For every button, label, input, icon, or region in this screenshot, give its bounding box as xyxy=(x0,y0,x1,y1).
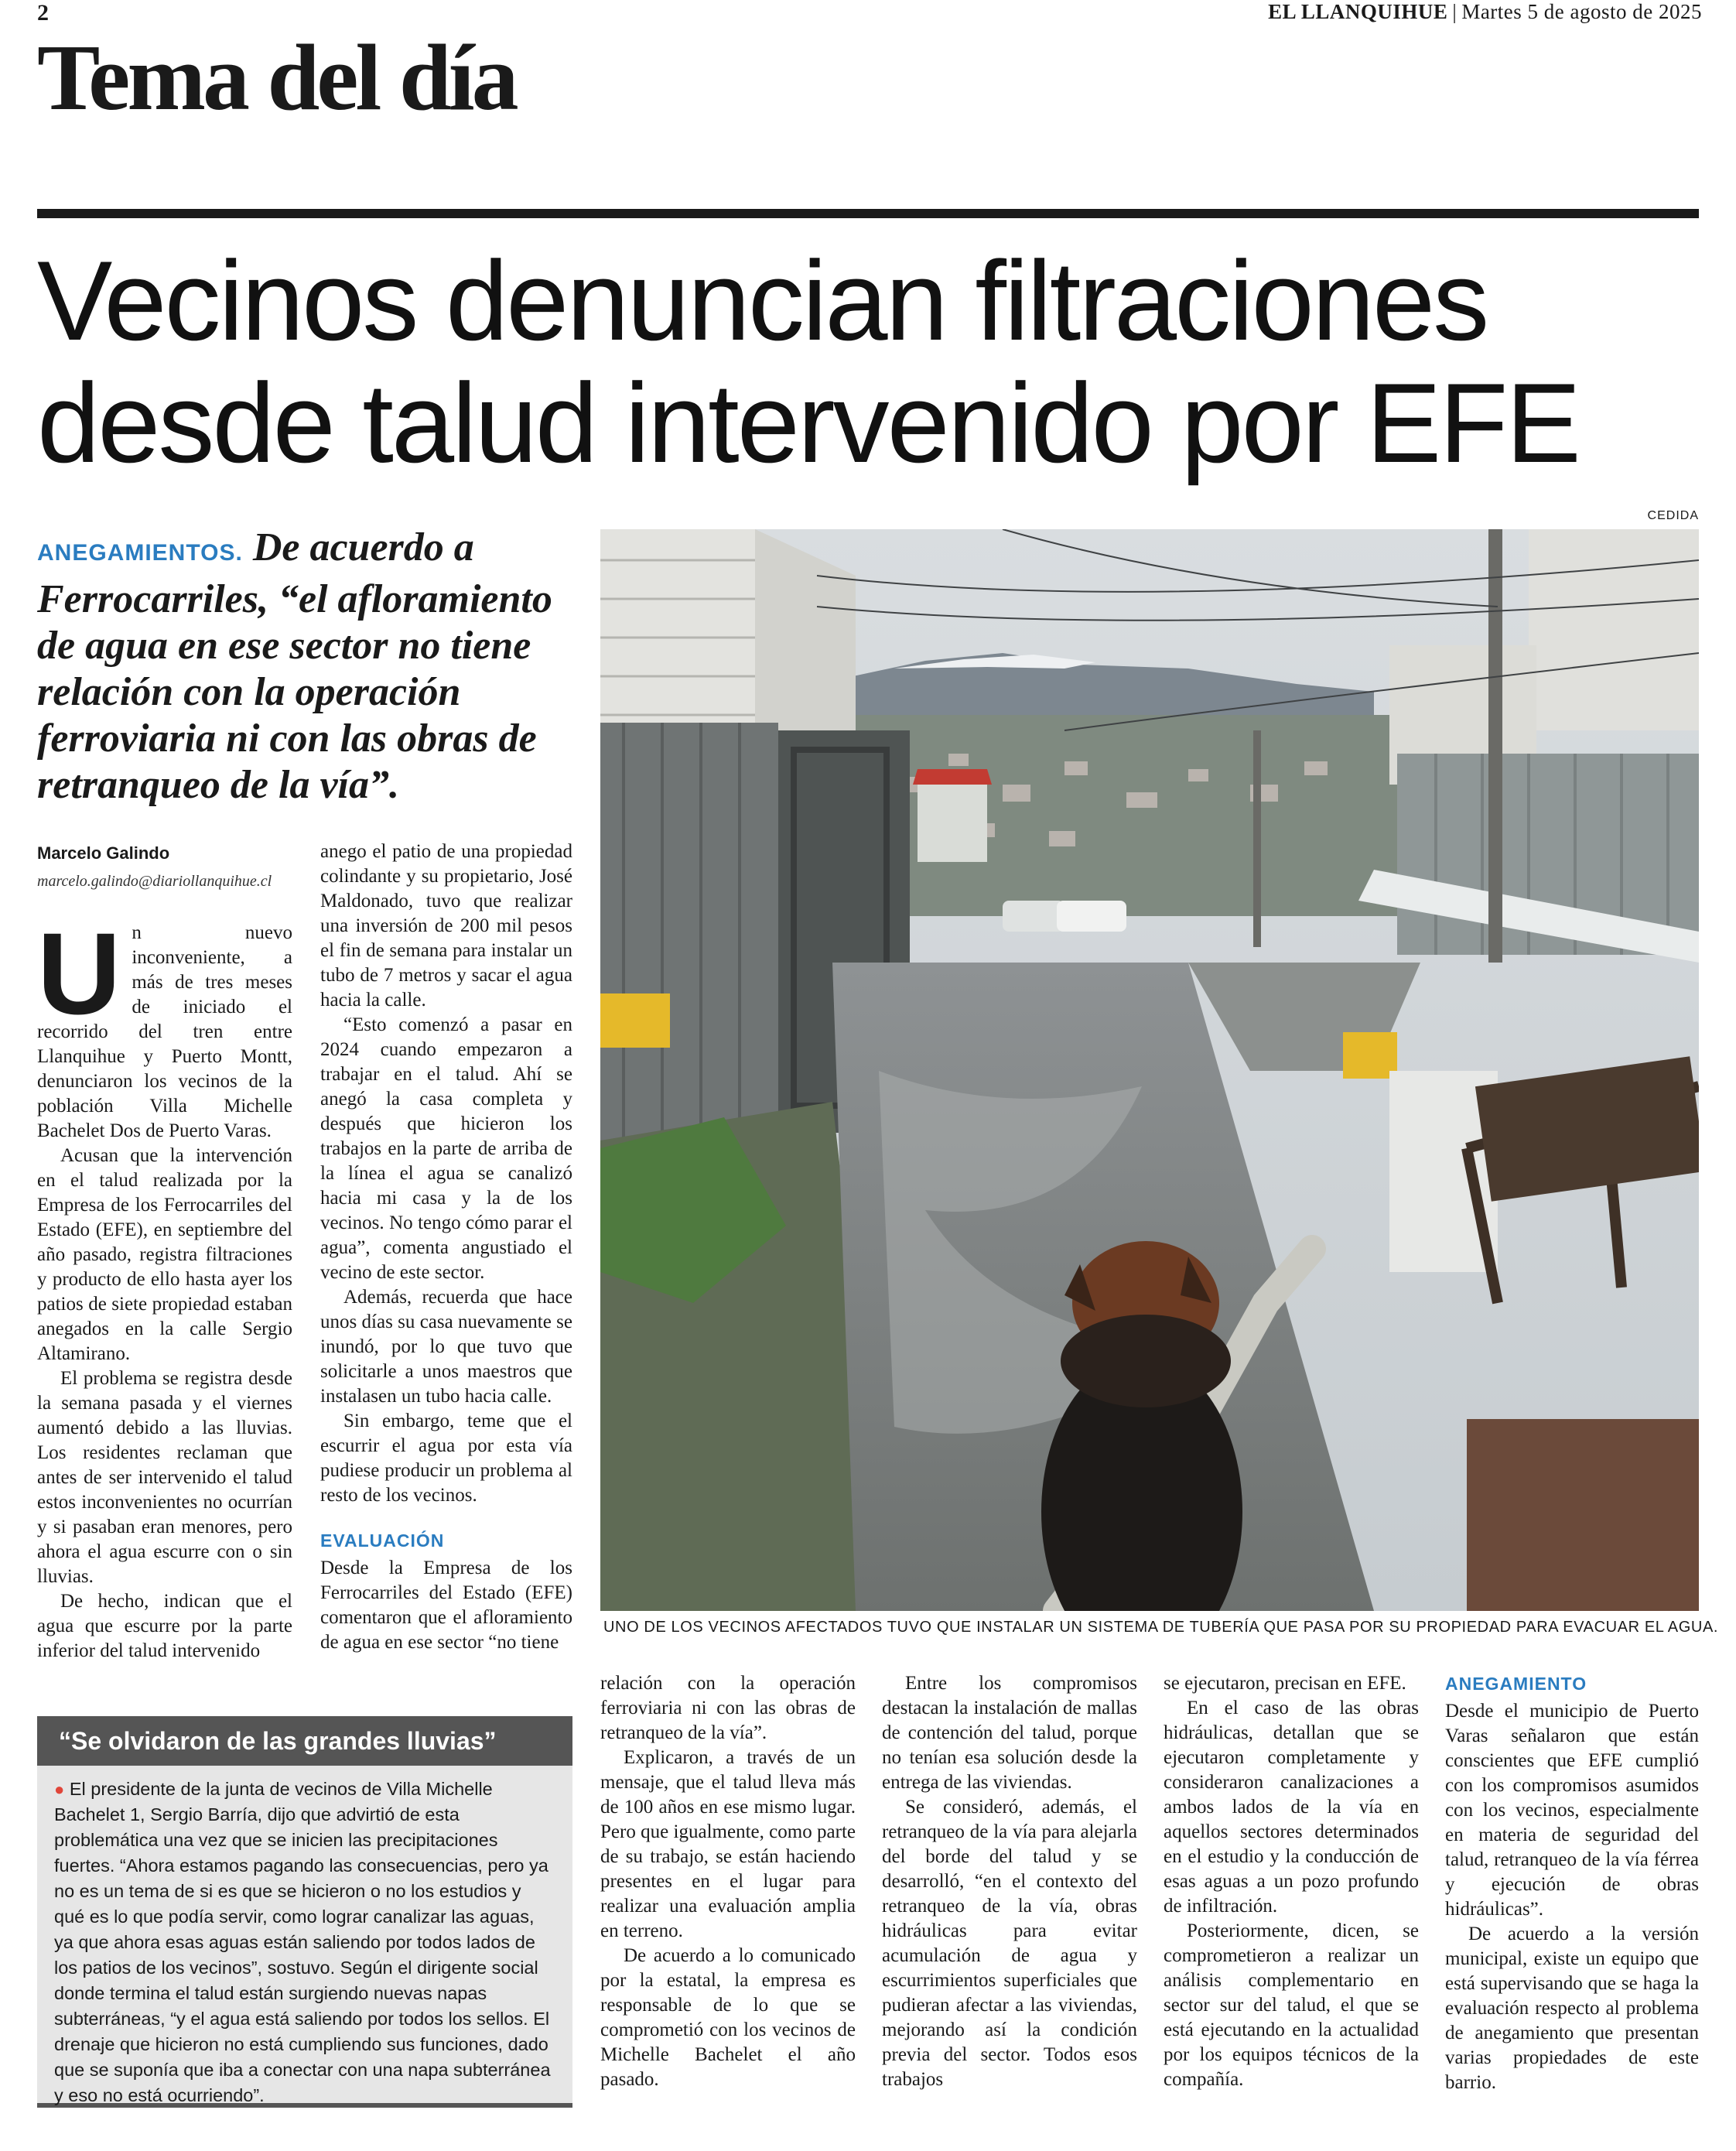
article-lead xyxy=(37,525,579,809)
sidebar-box-body xyxy=(37,1766,572,2108)
paragraph: anego el patio de una propiedad colindante y su propietario, José Maldonado, tuvo que realizar una inversión de 200 mil pesos el fin de semana para instalar un tubo de 7 metros y sacar el agua hacia la calle. xyxy=(320,841,572,1011)
sidebar-box-text: El presidente de la junta de vecinos de Villa Michelle Bachelet 1, Sergio Barría, dijo que advirtió de esta problemática una vez que se inicien las precipitaciones fuertes. “Ahora estamos pagando las consecuencias, pero ya no es un tema de si es que se hicieron o no los estudios y qué es lo que podía servir, como lograr canalizar las aguas, ya que ahora esas aguas están saliendo por todos lados de los patios de los vecinos”, sostuvo. Según el dirigente social donde termina el talud están surgiendo nuevas napas subterráneas, “y el agua está saliendo por todos los sellos. El drenaje que hicieron no está cumpliendo sus funciones, dado que se suponía que iba a conectar con una napa subterránea y eso no está ocurriendo”. xyxy=(54,1779,551,2105)
publication-name: EL LLANQUIHUE xyxy=(1268,0,1448,23)
subhead-anegamiento: ANEGAMIENTO xyxy=(1445,1674,1587,1694)
paragraph: De hecho, indican que el agua que escurre por la parte inferior del talud intervenido xyxy=(37,1591,292,1661)
photo-credit: CEDIDA xyxy=(1647,509,1699,522)
sidebar-box xyxy=(37,1716,572,2108)
article-column-1 xyxy=(37,908,292,1664)
lead-kicker: ANEGAMIENTOS. xyxy=(37,540,243,566)
paragraph: El problema se registra desde la semana pasada y el viernes aumentó debido a las lluvias. Los residentes reclaman que antes de ser intervenido el talud estos inconvenientes no ocurrían y si pasaban eran menores, pero ahora el agua escurre con o sin lluvias. xyxy=(37,1368,292,1587)
publication-date: Martes 5 de agosto de 2025 xyxy=(1461,0,1702,23)
byline: Marcelo Galindo xyxy=(37,843,170,863)
paragraph: n nuevo inconveniente, a más de tres meses de iniciado el recorrido del tren entre Llanquihue y Puerto Montt, denunciaron los vecinos de la población Villa Michelle Bachelet Dos de Puerto Varas. xyxy=(37,922,292,1141)
paragraph: Sin embargo, teme que el escurrir el agua por esta vía pudiese producir un problema al resto de los vecinos. xyxy=(320,1411,572,1506)
sidebar-box-title: “Se olvidaron de las grandes lluvias” xyxy=(37,1716,572,1766)
photo-caption: UNO DE LOS VECINOS AFECTADOS TUVO QUE INSTALAR UN SISTEMA DE TUBERÍA QUE PASA POR SU PROPIEDAD PARA EVACUAR EL AGUA. xyxy=(603,1619,1719,1636)
section-title: Tema del día xyxy=(37,26,516,130)
article-column-4 xyxy=(882,1671,1137,2092)
subhead-evaluacion: EVALUACIÓN xyxy=(320,1530,445,1551)
paragraph: Además, recuerda que hace unos días su casa nuevamente se inundó, por lo que tuvo que solicitarle a unos maestros que instalasen un tubo hacia calle. xyxy=(320,1287,572,1407)
paragraph: se ejecutaron, precisan en EFE. xyxy=(1164,1673,1406,1694)
paragraph: Acusan que la intervención en el talud realizada por la Empresa de los Ferrocarriles del Estado (EFE), en septiembre del año pasado, registra filtraciones y producto de ello hasta ayer los patios de siete propiedad estaban anegados en la calle Sergio Altamirano. xyxy=(37,1145,292,1364)
paragraph: De acuerdo a la versión municipal, existe un equipo que está supervisando que se haga la evaluación respecto al problema de anegamiento que presentan varias propiedades de este barrio. xyxy=(1445,1924,1699,2093)
drop-cap: U xyxy=(37,908,121,1038)
article-headline xyxy=(37,240,1716,484)
section-divider xyxy=(37,209,1699,218)
headline-line-1: Vecinos denuncian filtraciones xyxy=(37,238,1488,364)
paragraph: Entre los compromisos destacan la instalación de mallas de contención del talud, porque no tenían esa solución desde la entrega de las viviendas. xyxy=(882,1673,1137,1793)
paragraph: relación con la operación ferroviaria ni con las obras de retranqueo de la vía”. xyxy=(600,1673,856,1743)
bullet-dot-icon: ● xyxy=(54,1780,65,1799)
paragraph: En el caso de las obras hidráulicas, detallan que se ejecutaron completamente y consideraron canalizaciones a ambos lados de la vía en aquellos sectores determinados en el estudio y la conducción de esas aguas a un pozo profundo de infiltración. xyxy=(1164,1698,1419,1917)
article-column-3 xyxy=(600,1671,856,2092)
article-column-5 xyxy=(1164,1671,1419,2092)
article-photo xyxy=(600,529,1699,1611)
masthead xyxy=(1268,0,1702,24)
paragraph: De acuerdo a lo comunicado por la estatal, la empresa es responsable de lo que se comprometió con los vecinos de Michelle Bachelet el año pasado. xyxy=(600,1945,856,2090)
photo-illustration xyxy=(600,529,1699,1611)
byline-email[interactable]: marcelo.galindo@diariollanquihue.cl xyxy=(37,873,272,890)
headline-line-2: desde talud intervenido por EFE xyxy=(37,360,1579,486)
article-column-2 xyxy=(320,840,572,1655)
paragraph: Desde la Empresa de los Ferrocarriles del Estado (EFE) comentaron que el afloramiento de agua en ese sector “no tiene xyxy=(320,1558,572,1653)
paragraph: Se consideró, además, el retranqueo de la vía para alejarla del borde del talud y se desarrolló, “en el contexto del retranqueo de la vía, obras hidráulicas para evitar acumulación de agua y escurrimientos superficiales que pudieran afectar a las viviendas, mejorando así la condición previa del sector. Todos esos trabajos xyxy=(882,1797,1137,2090)
article-column-6 xyxy=(1445,1671,1699,2095)
paragraph: Desde el municipio de Puerto Varas señalaron que están conscientes que EFE cumplió con los compromisos asumidos con los vecinos, especialmente en materia de seguridad del talud, retranqueo de la vía férrea y ejecución de obras hidráulicas”. xyxy=(1445,1701,1699,1920)
paragraph: Posteriormente, dicen, se comprometieron a realizar un análisis complementario en sector sur del talud, el que se está ejecutando en la actualidad por los equipos técnicos de la compañía. xyxy=(1164,1920,1419,2090)
masthead-separator: | xyxy=(1452,0,1457,23)
paragraph: Explicaron, a través de un mensaje, que el talud lleva más de 100 años en ese mismo lugar. Pero que igualmente, como parte de su trabajo, se están haciendo presentes en el lugar para realizar una evaluación amplia en terreno. xyxy=(600,1747,856,1941)
lead-text: De acuerdo a Ferrocarriles, “el afloramiento de agua en ese sector no tiene relación con la operación ferroviaria ni con las obras de retranqueo de la vía”. xyxy=(37,525,552,807)
paragraph: “Esto comenzó a pasar en 2024 cuando empezaron a trabajar en el talud. Ahí se anegó la casa completa y después que hicieron los trabajos en la parte de arriba de la línea el agua se canalizó hacia mi casa y la de los vecinos. No tengo cómo parar el agua”, comenta angustiado el vecino de este sector. xyxy=(320,1014,572,1283)
page-number: 2 xyxy=(37,0,49,26)
